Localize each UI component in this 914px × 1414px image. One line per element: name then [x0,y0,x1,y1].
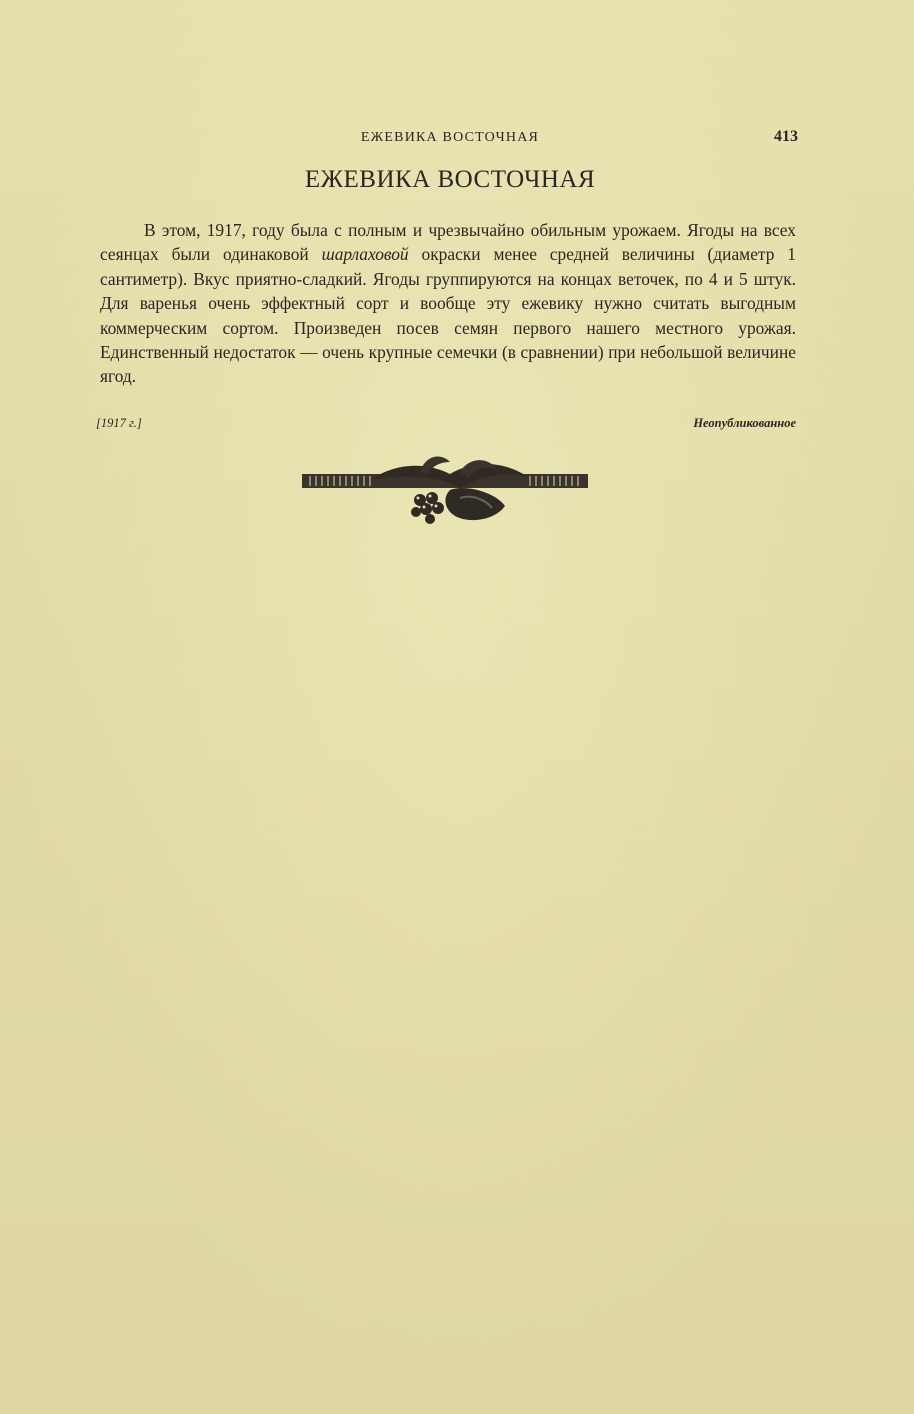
italic-color-term: шарлаховой [321,244,409,265]
paragraph-text-part-1: В этом, 1917, году была с полным и чрезвычайно обильным урожаем. Ягоды на всех сеянцах были одинаковой [100,220,796,265]
footer-date: [1917 г.] [96,416,142,430]
footer-source-note: Неопубликованное [693,416,796,430]
page-number: 413 [774,128,798,145]
article-title: ЕЖЕВИКА ВОСТОЧНАЯ [304,166,596,193]
paragraph-text-part-2: окраски менее средней величины (диаметр 1 сантиметр). Вкус приятно-сладкий. Ягоды группируются на концах веточек, по 4 и 5 штук. Для варенья очень эффектный сорт и вообще эту ежевику нужно считать выгодным коммерческим сортом. Произведен посев семян первого нашего местного урожая. Единственный недостаток — очень крупные семечки (в сравнении) при небольшой величине ягод. [100,244,796,387]
running-title: ЕЖЕВИКА ВОСТОЧНАЯ [360,130,540,145]
running-head [100,128,800,150]
article-paragraph [100,218,796,389]
article-footer [96,416,796,434]
tailpiece-ornament-icon [300,454,590,530]
